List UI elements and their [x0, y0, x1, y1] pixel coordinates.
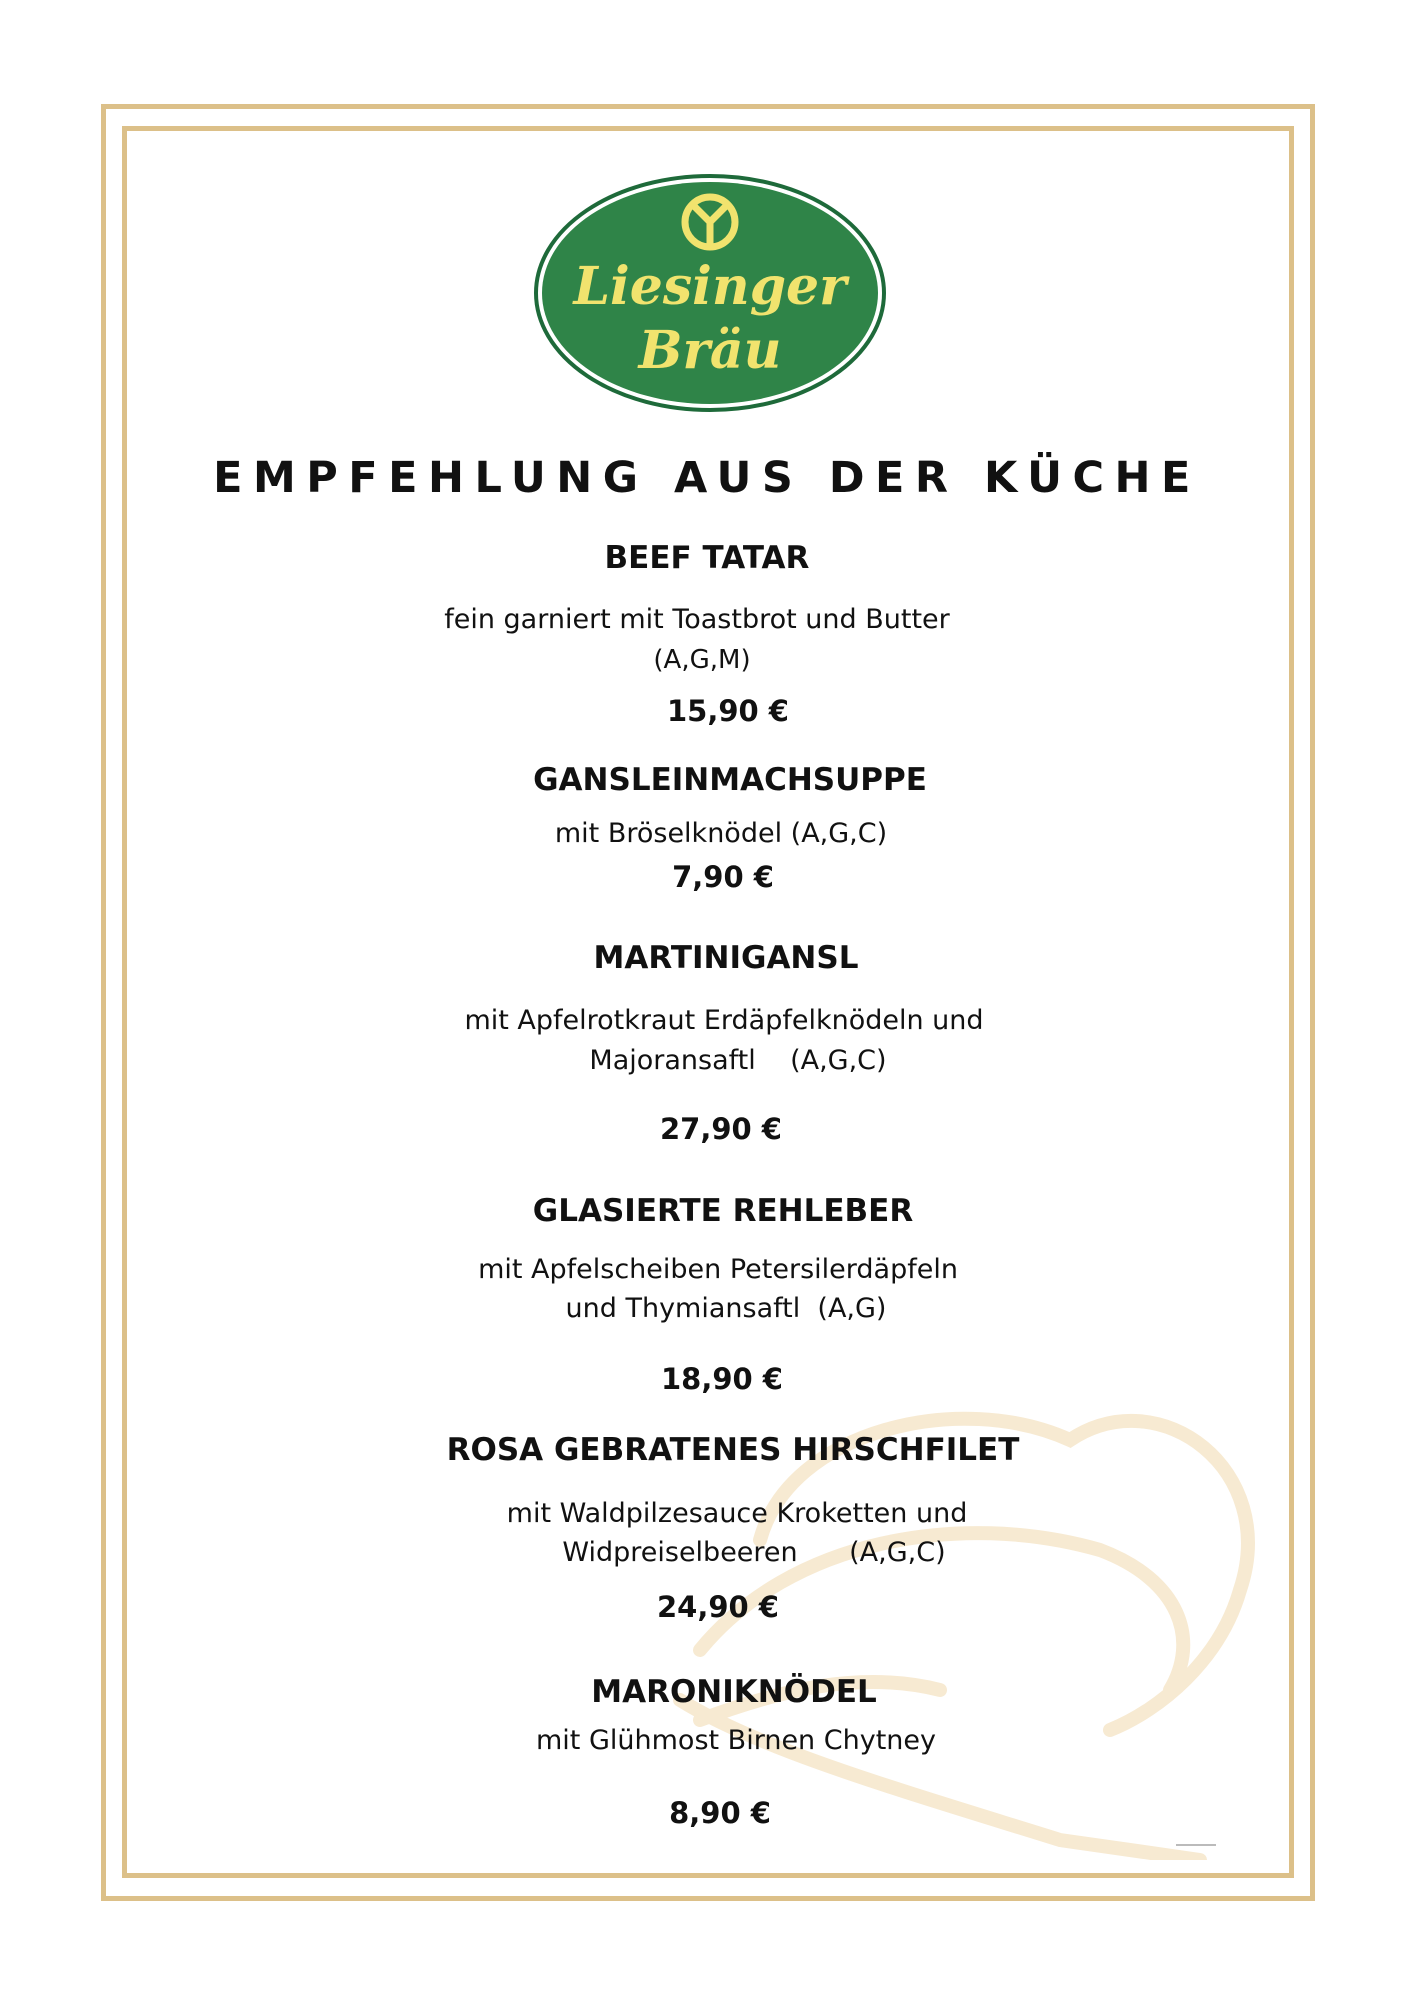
dish-description: fein garniert mit Toastbrot und Butter [444, 604, 950, 635]
dish-price: 24,90 € [656, 1590, 779, 1624]
dish-price: 15,90 € [666, 694, 789, 728]
dish-description: mit Bröselknödel (A,G,C) [554, 818, 888, 849]
logo-line1: Liesinger [573, 256, 847, 317]
liesinger-braeu-logo [532, 172, 888, 414]
dish-price: 8,90 € [669, 1796, 771, 1830]
fine-print-mark [1176, 1842, 1216, 1848]
dish-description: Widpreiselbeeren (A,G,C) [562, 1537, 946, 1568]
dish-name: ROSA GEBRATENES HIRSCHFILET [446, 1432, 1020, 1468]
dish-description: mit Glühmost Birnen Chytney [536, 1725, 936, 1756]
dish-name: MARTINIGANSL [593, 940, 859, 976]
dish-description: mit Apfelscheiben Petersilerdäpfeln [478, 1254, 958, 1285]
page-title: EMPFEHLUNG AUS DER KÜCHE [213, 453, 1201, 503]
dish-name: BEEF TATAR [604, 540, 810, 576]
dish-description: und Thymiansaftl (A,G) [565, 1293, 887, 1324]
logo-line2: Bräu [638, 320, 782, 381]
dish-price: 7,90 € [672, 860, 774, 894]
dish-name: MARONIKNÖDEL [591, 1674, 877, 1710]
dish-allergens: (A,G,M) [653, 645, 751, 675]
dish-price: 18,90 € [660, 1362, 783, 1396]
dish-description: mit Apfelrotkraut Erdäpfelknödeln und [464, 1005, 984, 1036]
dish-price: 27,90 € [659, 1112, 782, 1146]
dish-description: mit Waldpilzesauce Kroketten und [506, 1498, 968, 1529]
dish-description: Majoransaftl (A,G,C) [589, 1045, 887, 1076]
dish-name: GANSLEINMACHSUPPE [533, 762, 927, 798]
dish-name: GLASIERTE REHLEBER [532, 1193, 914, 1229]
